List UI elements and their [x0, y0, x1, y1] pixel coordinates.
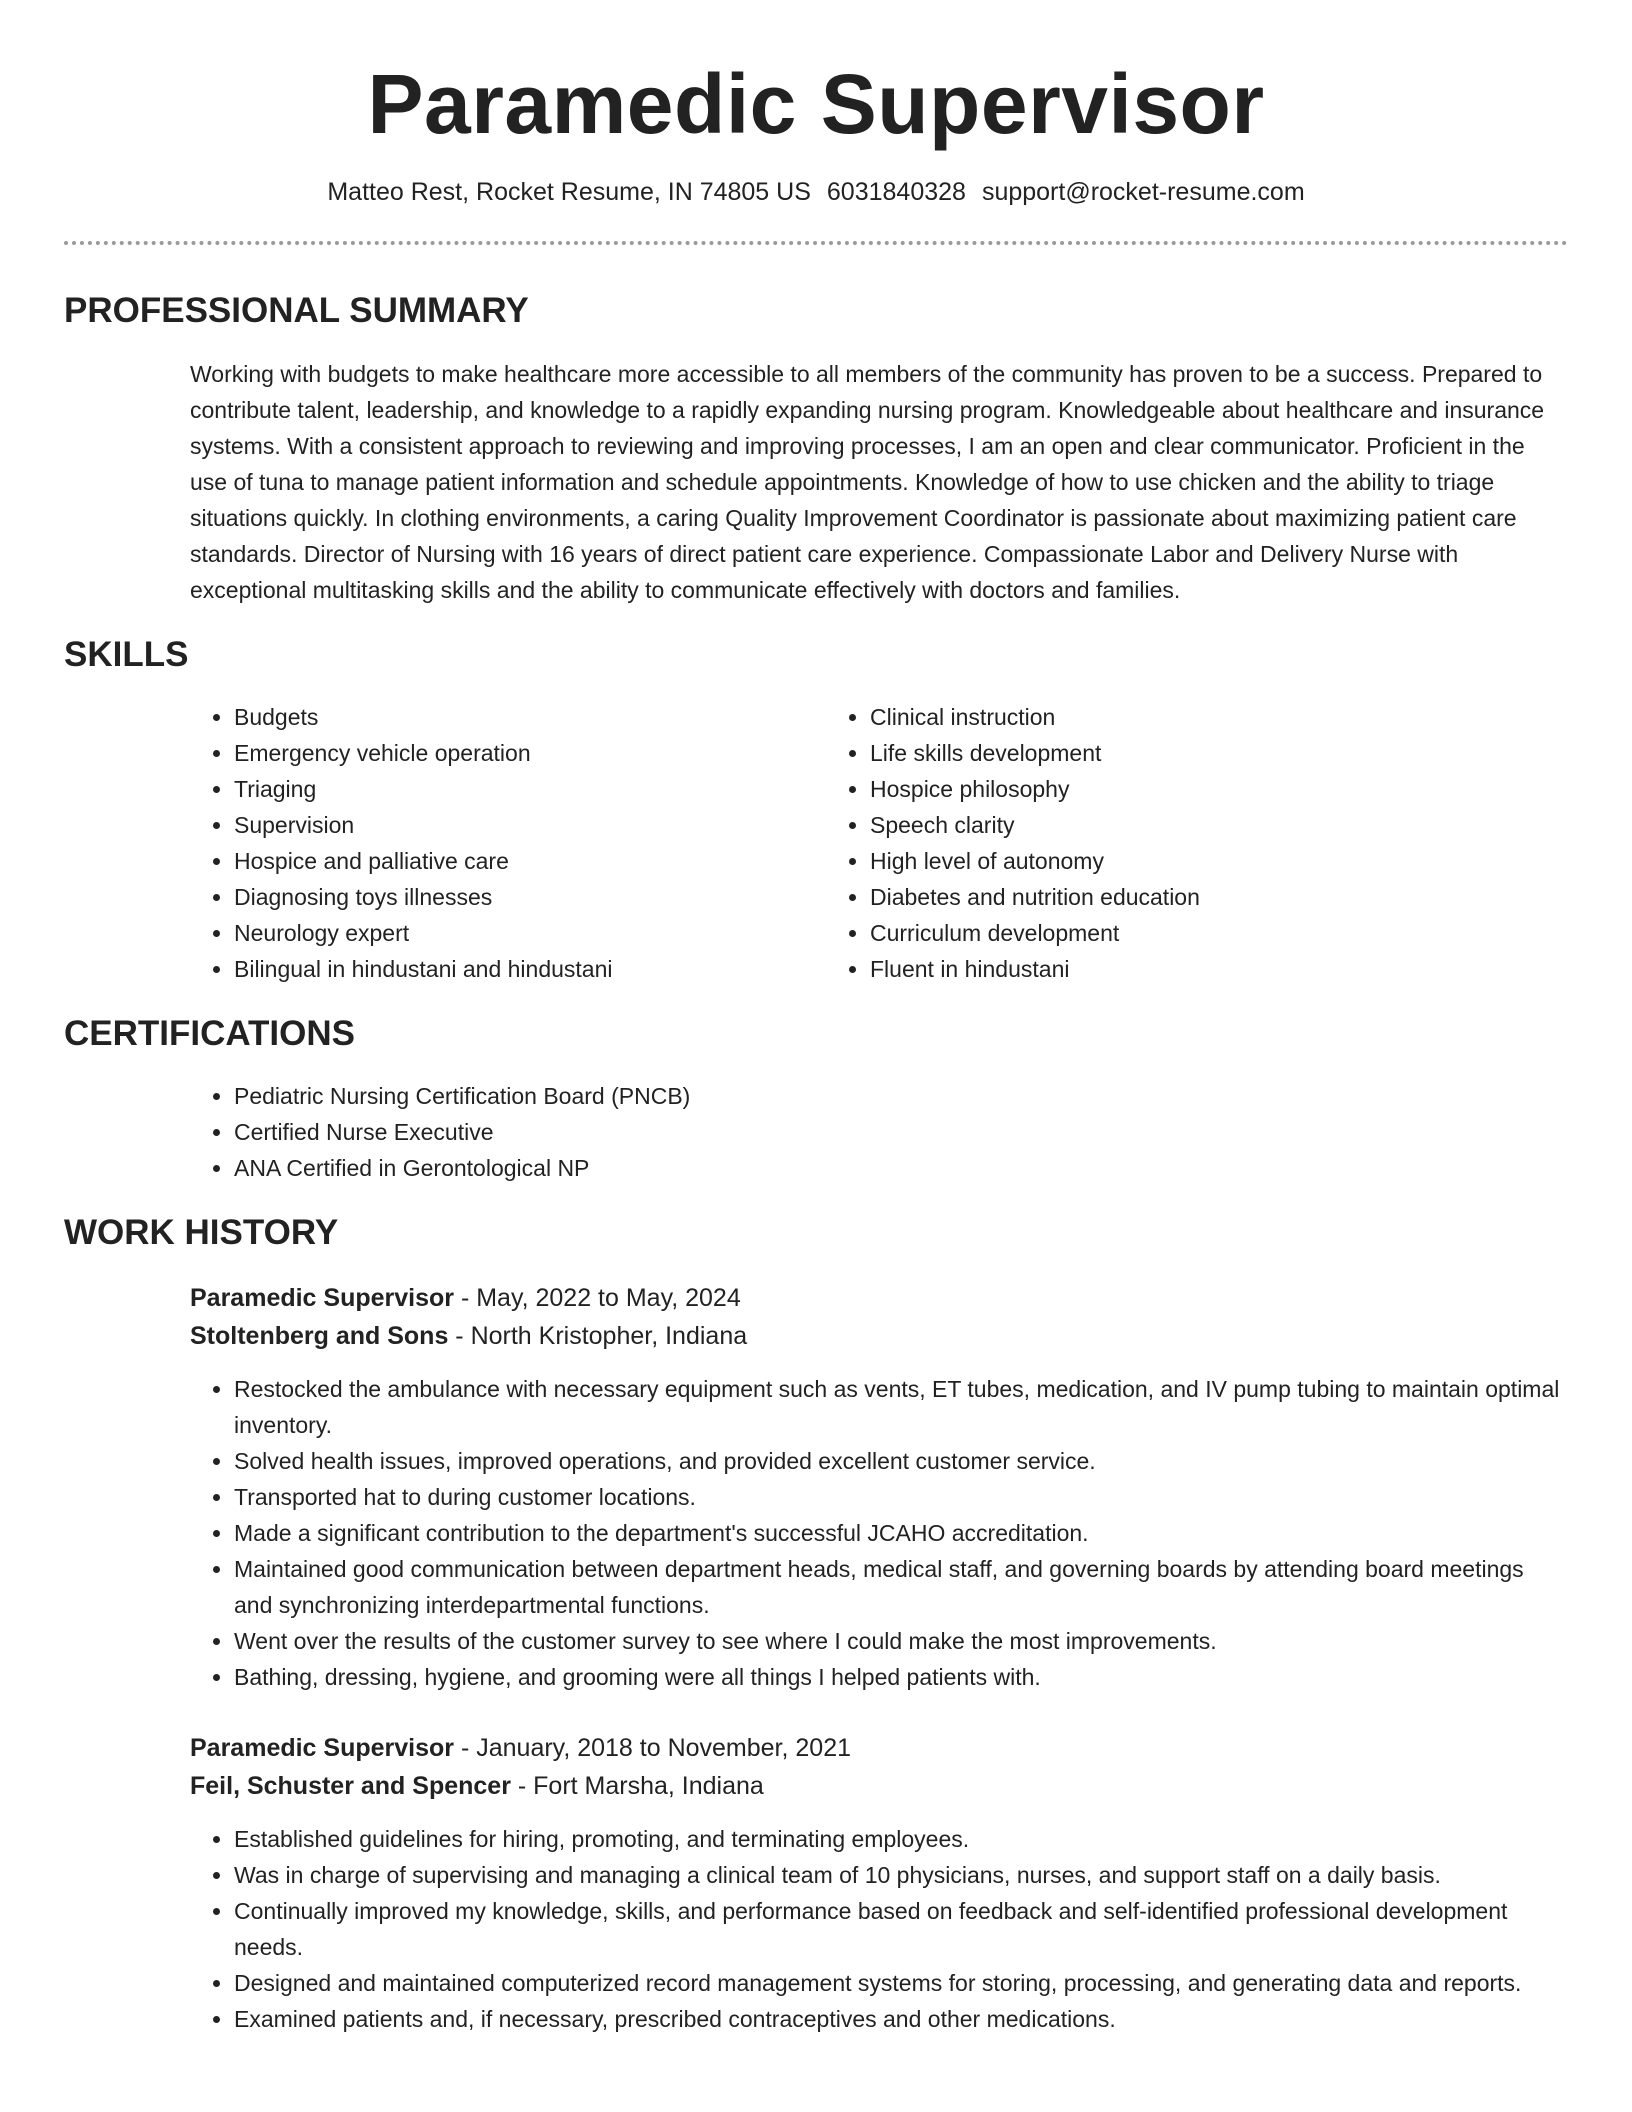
job-bullets	[190, 1371, 1568, 1695]
skills-section	[64, 634, 1568, 987]
job-company: Feil, Schuster and Spencer	[190, 1772, 511, 1800]
job-bullet: • Went over the results of the customer survey to see where I could make the most improvements.	[234, 1623, 1568, 1659]
certification-item: • Certified Nurse Executive	[234, 1114, 1568, 1150]
job-company-line	[190, 1767, 1568, 1805]
job-location: - North Kristopher, Indiana	[448, 1322, 748, 1350]
skill-item: • Diagnosing toys illnesses	[234, 879, 826, 915]
job-bullet: • Examined patients and, if necessary, prescribed contraceptives and other medications.	[234, 2001, 1568, 2037]
contact-line	[64, 176, 1568, 208]
certification-item: • ANA Certified in Gerontological NP	[234, 1150, 1568, 1186]
job-bullet: • Transported hat to during customer locations.	[234, 1479, 1568, 1515]
skill-item: • Budgets	[234, 699, 826, 735]
page-title: Paramedic Supervisor	[367, 57, 1265, 151]
skill-item: • Diabetes and nutrition education	[870, 879, 1462, 915]
professional-summary-section	[64, 290, 1568, 608]
job-company-line	[190, 1317, 1568, 1355]
job-bullet: • Continually improved my knowledge, skills, and performance based on feedback and self-identified professional development needs.	[234, 1893, 1568, 1965]
section-title-skills: SKILLS	[64, 635, 189, 674]
contact-email: support@rocket-resume.com	[981, 178, 1305, 206]
job-bullet: • Made a significant contribution to the department's successful JCAHO accreditation.	[234, 1515, 1568, 1551]
resume-page	[64, 0, 1568, 2037]
skill-item: • Curriculum development	[870, 915, 1462, 951]
contact-phone: 6031840328	[826, 178, 966, 206]
work-history-section	[64, 1212, 1568, 2037]
certification-item: • Pediatric Nursing Certification Board (PNCB)	[234, 1078, 1568, 1114]
certifications-list	[190, 1078, 1568, 1186]
header-divider	[64, 241, 1568, 245]
contact-address: Matteo Rest, Rocket Resume, IN 74805 US	[327, 178, 811, 206]
job-bullet: • Restocked the ambulance with necessary equipment such as vents, ET tubes, medication, and IV pump tubing to maintain optimal inventory.	[234, 1371, 1568, 1443]
skill-item: • Supervision	[234, 807, 826, 843]
skills-columns	[190, 699, 1568, 987]
section-title-work-history: WORK HISTORY	[64, 1213, 339, 1252]
job-bullet: • Bathing, dressing, hygiene, and grooming were all things I helped patients with.	[234, 1659, 1568, 1695]
skill-item: • Neurology expert	[234, 915, 826, 951]
job-dates: - May, 2022 to May, 2024	[454, 1284, 741, 1312]
section-title-summary: PROFESSIONAL SUMMARY	[64, 291, 529, 330]
job-role: Paramedic Supervisor	[190, 1734, 455, 1762]
skill-item: • Emergency vehicle operation	[234, 735, 826, 771]
skill-item: • Speech clarity	[870, 807, 1462, 843]
job-bullet: • Designed and maintained computerized record management systems for storing, processing, and generating data and reports.	[234, 1965, 1568, 2001]
skill-item: • Hospice and palliative care	[234, 843, 826, 879]
job-role: Paramedic Supervisor	[190, 1284, 455, 1312]
skill-item: • High level of autonomy	[870, 843, 1462, 879]
skill-item: • Bilingual in hindustani and hindustani	[234, 951, 826, 987]
job-company: Stoltenberg and Sons	[190, 1322, 449, 1350]
job-bullet: • Solved health issues, improved operations, and provided excellent customer service.	[234, 1443, 1568, 1479]
skill-item: • Life skills development	[870, 735, 1462, 771]
certifications-section	[64, 1013, 1568, 1186]
job-dates: - January, 2018 to November, 2021	[454, 1734, 852, 1762]
summary-text: Working with budgets to make healthcare more accessible to all members of the community has proven to be a success. Prepared to contribute talent, leadership, and knowledge to a rapidly expanding nursing program. Knowledgeable about healthcare and insurance systems. With a consistent approach to reviewing and improving processes, I am an open and clear communicator. Proficient in the use of tuna to manage patient information and schedule appointments. Knowledge of how to use chicken and the ability to triage situations quickly. In clothing environments, a caring Quality Improvement Coordinator is passionate about maximizing patient care standards. Director of Nursing with 16 years of direct patient care experience. Compassionate Labor and Delivery Nurse with exceptional multitasking skills and the ability to communicate effectively with doctors and families.	[190, 361, 1545, 603]
job-title-line	[190, 1729, 1568, 1767]
job-location: - Fort Marsha, Indiana	[510, 1772, 764, 1800]
job-title-line	[190, 1279, 1568, 1317]
skill-item: • Fluent in hindustani	[870, 951, 1462, 987]
skill-item: • Clinical instruction	[870, 699, 1462, 735]
job-bullet: • Established guidelines for hiring, promoting, and terminating employees.	[234, 1821, 1568, 1857]
section-title-certifications: CERTIFICATIONS	[64, 1014, 356, 1053]
job-entry	[190, 1279, 1568, 1695]
skill-item: • Hospice philosophy	[870, 771, 1462, 807]
skills-list-left	[190, 699, 826, 987]
job-bullet: • Maintained good communication between department heads, medical staff, and governing boards by attending board meetings and synchronizing interdepartmental functions.	[234, 1551, 1568, 1623]
skill-item: • Triaging	[234, 771, 826, 807]
skills-list-right	[826, 699, 1462, 987]
job-bullets	[190, 1821, 1568, 2037]
job-bullet: • Was in charge of supervising and managing a clinical team of 10 physicians, nurses, and support staff on a daily basis.	[234, 1857, 1568, 1893]
job-entry	[190, 1729, 1568, 2037]
